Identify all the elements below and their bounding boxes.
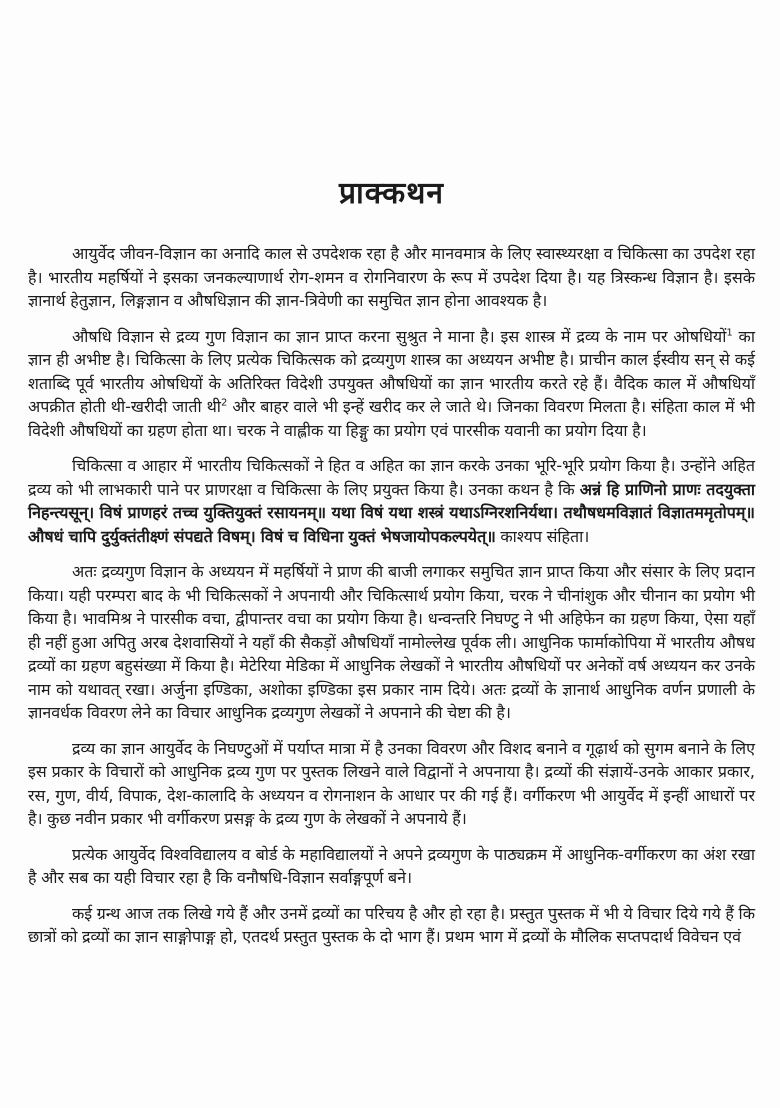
- text-run: द्रव्य का ज्ञान आयुर्वेद के निघण्टुओं में पर्याप्त मात्रा में है उनका विवरण और विशद बनाने व गूढ़ार्थ को सुगम बनाने के लिए इस प्रकार के विचारों को आधुनिक द्रव्य गुण पर पुस्तक लिखने वाले विद्वानों ने अपनाया है। द्रव्यों की संज्ञायें-उनके आकार प्रकार, रस, गुण, वीर्य, विपाक, देश-कालादि के अध्ययन व रोगनाशन के आधार पर की गई हैं। वर्गीकरण भी आयुर्वेद में इन्हीं आधारों पर है। कुछ नवीन प्रकार भी वर्गीकरण प्रसङ्ग के द्रव्य गुण के लेखकों ने अपनाये हैं।: [28, 738, 755, 828]
- text-run: औषधि विज्ञान से द्रव्य गुण विज्ञान का ज्ञान प्राप्त करना सुश्रुत ने माना है। इस शास्त्र में द्रव्य के नाम पर ओषधियों: [72, 326, 727, 346]
- text-run: और बाहर वाले भी इन्हें खरीद कर ले जाते थे। जिनका विवरण मिलता है। संहिता काल में भी विदेशी औषधियों का ग्रहण होता था। चरक ने वाह्लीक या हिङ्गु का प्रयोग एवं पारसीक यवानी का प्रयोग दिया है।: [28, 397, 755, 440]
- page-title: प्राक्कथन: [338, 176, 445, 211]
- paragraph-4: [28, 560, 755, 725]
- text-run: अतः द्रव्यगुण विज्ञान के अध्ययन में महर्षियों ने प्राण की बाजी लगाकर समुचित ज्ञान प्राप्त किया और संसार के लिए प्रदान किया। यही परम्परा बाद के भी चिकित्सकों ने अपनायी और चिकित्सार्थ प्रयोग किया, चरक ने चीनांशुक और चीनान का प्रयोग भी किया है। भावमिश्र ने पारसीक वचा, द्वीपान्तर वचा का प्रयोग किया है। धन्वन्तरि निघण्टु ने भी अहिफेन का ग्रहण किया, ऐसा यहाँ ही नहीं हुआ अपितु अरब देशवासियों ने यहाँ की सैकड़ों औषधियाँ नामोल्लेख पूर्वक ली। आधुनिक फार्माकोपिया में भारतीय औषध द्रव्यों का ग्रहण बहुसंख्या में किया है। मेटेरिया मेडिका में आधुनिक लेखकों ने भारतीय औषधियों पर अनेकों वर्ष अध्ययन कर उनके नाम को यथावत् रखा। अर्जुना इण्डिका, अशोका इण्डिका इस प्रकार नाम दिये। अतः द्रव्यों के ज्ञानार्थ आधुनिक वर्णन प्रणाली के ज्ञानवर्धक विवरण लेने का विचार आधुनिक द्रव्यगुण लेखकों ने अपनाने की चेष्टा की है।: [28, 562, 755, 722]
- text-run: काश्यप संहिता।: [495, 526, 590, 546]
- footnote-marker: 2: [220, 397, 228, 409]
- paragraph-2: [28, 325, 755, 443]
- sanskrit-quote: अन्नं हि प्राणिनो प्राणः तदयुक्ता निहन्त्यसून्। विषं प्राणहरं तच्च युक्तियुक्तं रसायनम्॥ यथा विषं यथा शस्त्रं यथाऽग्निरशनिर्यथा। तथौषधमविज्ञातं विज्ञातममृतोपम्॥ औषधं चापि दुर्युक्तंतीक्ष्णं संपद्यते विषम्। विषं च विधिना युक्तं भेषजायोपकल्पयेत्॥: [28, 479, 755, 546]
- text-run: कई ग्रन्थ आज तक लिखे गये हैं और उनमें द्रव्यों का परिचय है और हो रहा है। प्रस्तुत पुस्तक में भी ये विचार दिये गये हैं कि छात्रों को द्रव्यों का ज्ञान साङ्गोपाङ्ग हो, एतदर्थ प्रस्तुत पुस्तक के दो भाग हैं। प्रथम भाग में द्रव्यों के मौलिक सप्तपदार्थ विवेचन एवं: [28, 903, 755, 946]
- paragraphs: [28, 242, 755, 949]
- text-run: का ज्ञान ही अभीष्ट है। चिकित्सा के लिए प्रत्येक चिकित्सक को द्रव्यगुण शास्त्र का अध्ययन अभीष्ट है। प्राचीन काल ईस्वीय सन् से कई शताब्दि पूर्व भारतीय ओषधियों के अतिरिक्त विदेशी उपयुक्त औषधियों का ज्ञान भारतीय करते रहे हैं। वैदिक काल में औषधियाँ अपक्रीत होती थी-खरीदी जाती थी: [28, 326, 755, 416]
- text-run: आयुर्वेद जीवन-विज्ञान का अनादि काल से उपदेशक रहा है और मानवमात्र के लिए स्वास्थ्यरक्षा व चिकित्सा का उपदेश रहा है। भारतीय महर्षियों ने इसका जनकल्याणार्थ रोग-शमन व रोगनिवारण के रूप में उपदेश दिया है। यह त्रिस्कन्ध विज्ञान है। इसके ज्ञानार्थ हेतुज्ञान, लिङ्गज्ञान व औषधिज्ञान की ज्ञान-त्रिवेणी का समुचित ज्ञान होना आवश्यक है।: [28, 244, 755, 310]
- paragraph-7: [28, 902, 755, 949]
- footnote-marker: 1: [726, 327, 733, 339]
- text-run: चिकित्सा व आहार में भारतीय चिकित्सकों ने हित व अहित का ज्ञान करके उनका भूरि-भूरि प्रयोग किया है। उन्होंने अहित द्रव्य को भी लाभकारी पाने पर प्राणरक्षा व चिकित्सा के लिए प्रयुक्त किया है। उनका कथन है कि: [28, 456, 755, 499]
- paragraph-5: [28, 737, 755, 831]
- paragraph-3: [28, 454, 755, 548]
- paragraph-6: [28, 843, 755, 890]
- text-run: प्रत्येक आयुर्वेद विश्वविद्यालय व बोर्ड के महाविद्यालयों ने अपने द्रव्यगुण के पाठ्यक्रम में आधुनिक-वर्गीकरण का अंश रखा है और सब का यही विचार रहा है कि वनौषधि-विज्ञान सर्वाङ्गपूर्ण बने।: [28, 844, 755, 887]
- paragraph-1: [28, 242, 755, 313]
